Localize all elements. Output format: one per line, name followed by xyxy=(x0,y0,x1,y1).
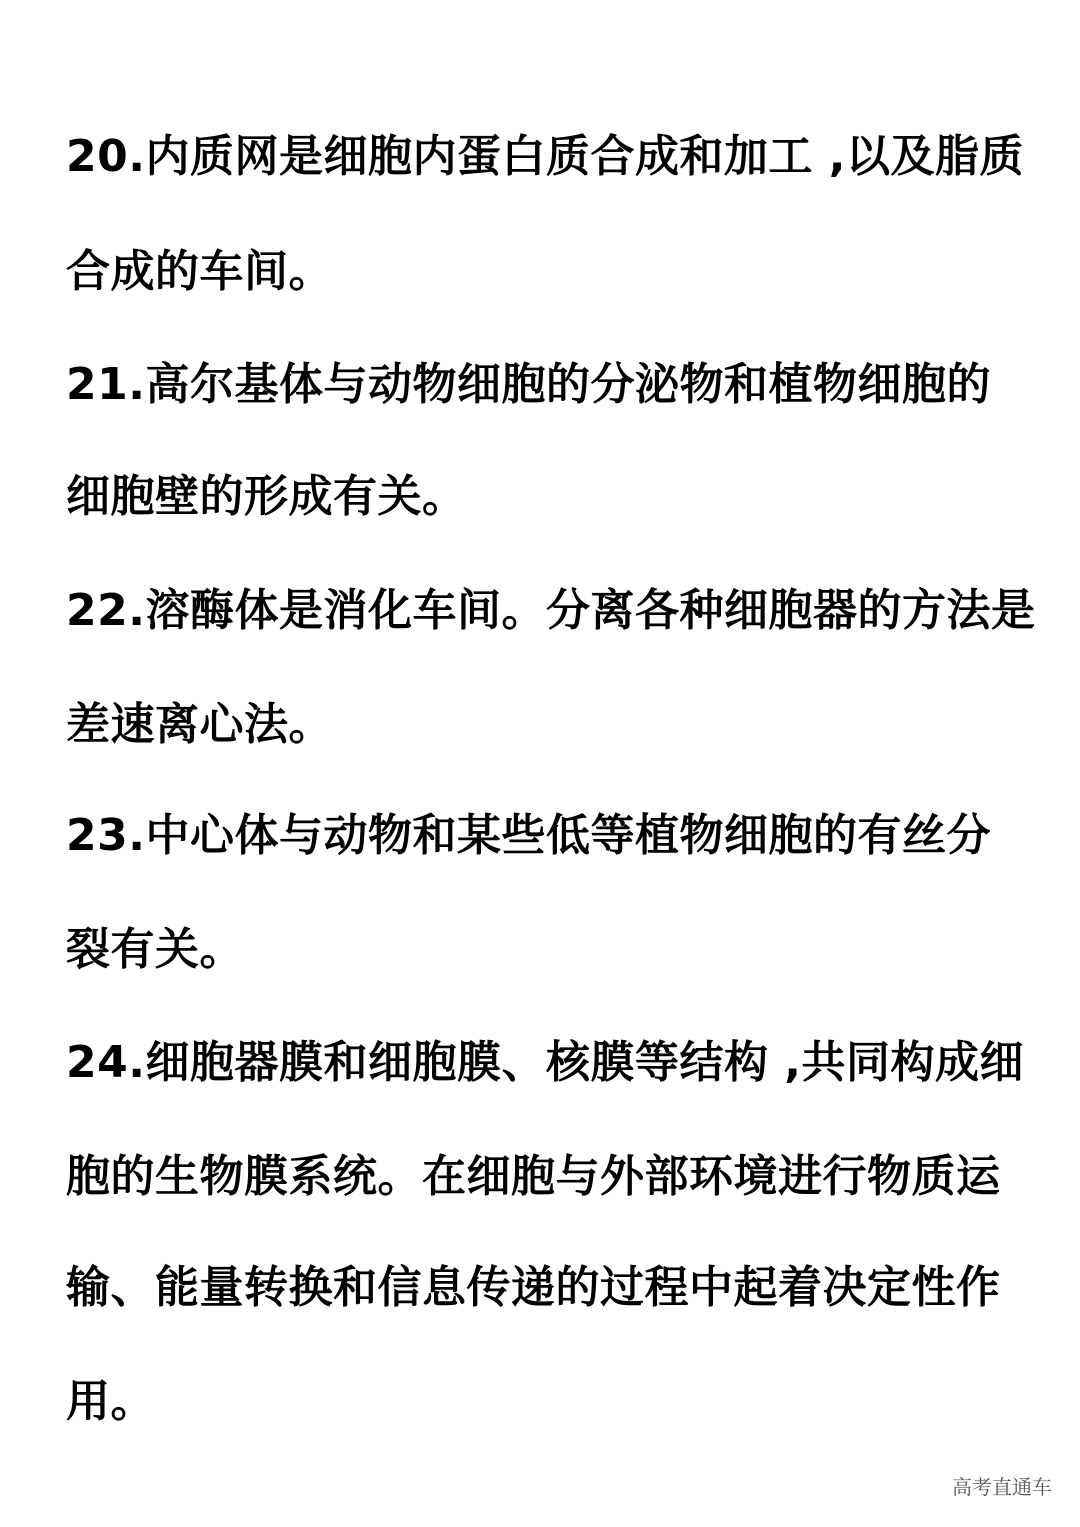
point-24-line-2: 胞的生物膜系统。在细胞与外部环境进行物质运 xyxy=(66,1151,1001,1202)
point-22-line-2: 差速离心法。 xyxy=(66,699,333,750)
point-23-line-2: 裂有关。 xyxy=(66,924,244,975)
point-21-line-2: 细胞壁的形成有关。 xyxy=(66,471,467,522)
point-24-line-3: 输、能量转换和信息传递的过程中起着决定性作 xyxy=(66,1262,1001,1313)
point-20-line-1: 20.内质网是细胞内蛋白质合成和加工 ,以及脂质 xyxy=(66,131,1024,182)
point-21-line-1: 21.高尔基体与动物细胞的分泌物和植物细胞的 xyxy=(66,359,991,410)
point-23-line-1: 23.中心体与动物和某些低等植物细胞的有丝分 xyxy=(66,810,991,861)
watermark: 高考直通车 xyxy=(952,1475,1052,1499)
point-24-line-1: 24.细胞器膜和细胞膜、核膜等结构 ,共同构成细 xyxy=(66,1037,1024,1088)
point-22-line-1: 22.溶酶体是消化车间。分离各种细胞器的方法是 xyxy=(66,585,1036,636)
point-24-line-4: 用。 xyxy=(66,1376,155,1427)
point-20-line-2: 合成的车间。 xyxy=(66,246,333,297)
